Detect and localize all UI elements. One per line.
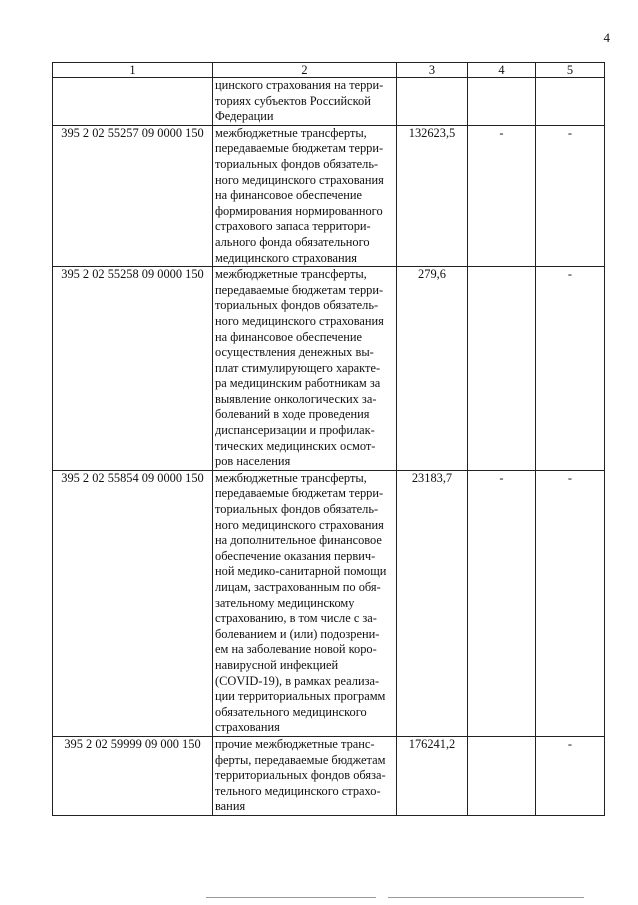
table-body: [53, 63, 605, 816]
revenue-name-line: межбюджетные трансферты,: [215, 125, 367, 140]
footer-divider: [388, 897, 584, 898]
amount-cell: 132623,5: [397, 125, 468, 266]
revenue-name-line: зательному медицинскому: [215, 595, 355, 610]
revenue-name-line: ного медицинского страхования: [215, 313, 384, 328]
column-4-cell: [468, 78, 536, 126]
column-header: 3: [397, 63, 468, 78]
revenue-name-line: на финансовое обеспечение: [215, 329, 363, 344]
revenue-name-line: ториальных фондов обязатель-: [215, 298, 379, 313]
revenue-name-cell: [213, 78, 397, 126]
revenue-name-line: ного медицинского страхования: [215, 517, 384, 532]
column-5-cell: -: [536, 736, 605, 815]
revenue-name-line: страхового запаса территори-: [215, 219, 371, 234]
revenue-name-line: лицам, застрахованным по обя-: [215, 580, 381, 594]
revenue-name-line: ем на заболевание новой коро-: [215, 642, 377, 657]
revenue-name-line: ториальных фондов обязатель-: [215, 502, 379, 517]
table-row: [53, 78, 605, 126]
column-header: 4: [468, 63, 536, 78]
revenue-name-line: (COVID-19), в рамках реализа-: [215, 673, 380, 688]
revenue-name-cell: [213, 267, 397, 471]
revenue-name-line: межбюджетные трансферты,: [215, 470, 367, 485]
revenue-name-line: ного медицинского страхования: [215, 172, 384, 187]
column-header: 5: [536, 63, 605, 78]
revenue-name-line: ной медико-санитарной помощи: [215, 564, 387, 579]
revenue-name-line: Федерации: [215, 109, 274, 124]
page-number: 4: [603, 30, 610, 45]
table-row: [53, 125, 605, 266]
column-4-cell: -: [468, 125, 536, 266]
revenue-name-line: на финансовое обеспечение: [215, 188, 363, 203]
column-4-cell: -: [468, 470, 536, 736]
column-4-cell: [468, 267, 536, 471]
amount-cell: 23183,7: [397, 470, 468, 736]
revenue-name-line: тических медицинских осмот-: [215, 438, 376, 453]
table-row: [53, 736, 605, 815]
budget-code-cell: 395 2 02 55257 09 0000 150: [53, 125, 213, 266]
revenue-name-cell: [213, 470, 397, 736]
revenue-name-line: болеванием и (или) подозрени-: [215, 626, 380, 641]
column-5-cell: -: [536, 267, 605, 471]
revenue-name-line: на дополнительное финансовое: [215, 533, 382, 548]
revenue-name-cell: [213, 736, 397, 815]
budget-code-cell: 395 2 02 55854 09 0000 150: [53, 470, 213, 736]
revenue-name-line: диспансеризации и профилак-: [215, 423, 375, 438]
revenue-name-line: передаваемые бюджетам терри-: [215, 486, 384, 501]
column-5-cell: -: [536, 125, 605, 266]
revenue-name-line: ции территориальных программ: [215, 689, 386, 704]
revenue-name-line: медицинского страхования: [215, 250, 357, 265]
table-row: [53, 267, 605, 471]
budget-table: [52, 62, 605, 816]
revenue-name-line: ального фонда обязательного: [215, 234, 370, 249]
table-row: [53, 470, 605, 736]
revenue-name-line: ферты, передаваемые бюджетам: [215, 752, 386, 767]
revenue-name-line: формирования нормированного: [215, 203, 383, 218]
revenue-name-line: прочие межбюджетные транс-: [215, 736, 375, 751]
revenue-name-line: ториальных фондов обязатель-: [215, 156, 379, 171]
revenue-name-cell: [213, 125, 397, 266]
budget-code-cell: 395 2 02 59999 09 000 150: [53, 736, 213, 815]
revenue-name-line: плат стимулирующего характе-: [215, 360, 381, 375]
budget-code-cell: 395 2 02 55258 09 0000 150: [53, 267, 213, 471]
column-4-cell: [468, 736, 536, 815]
budget-code-cell: [53, 78, 213, 126]
column-5-cell: [536, 78, 605, 126]
revenue-name-line: передаваемые бюджетам терри-: [215, 141, 384, 156]
amount-cell: [397, 78, 468, 126]
revenue-name-line: болеваний в ходе проведения: [215, 407, 370, 422]
revenue-name-line: обеспечение оказания первич-: [215, 548, 376, 563]
revenue-name-line: осуществления денежных вы-: [215, 345, 374, 360]
revenue-name-line: цинского страхования на терри-: [215, 78, 384, 92]
revenue-name-line: вания: [215, 799, 246, 814]
revenue-name-line: ториях субъектов Российской: [215, 93, 371, 108]
revenue-name-line: передаваемые бюджетам терри-: [215, 282, 384, 297]
revenue-name-line: обязательного медицинского: [215, 704, 367, 719]
column-5-cell: -: [536, 470, 605, 736]
footer-divider: [206, 897, 376, 898]
column-header: 2: [213, 63, 397, 78]
amount-cell: 279,6: [397, 267, 468, 471]
revenue-name-line: территориальных фондов обяза-: [215, 768, 386, 783]
amount-cell: 176241,2: [397, 736, 468, 815]
revenue-name-line: страхования: [215, 720, 280, 735]
table-header-row: [53, 63, 605, 78]
revenue-name-line: тельного медицинского страхо-: [215, 783, 381, 798]
revenue-name-line: ров населения: [215, 454, 291, 469]
revenue-name-line: выявление онкологических за-: [215, 391, 377, 406]
revenue-name-line: страхованию, в том числе с за-: [215, 611, 377, 626]
revenue-name-line: навирусной инфекцией: [215, 657, 339, 672]
column-header: 1: [53, 63, 213, 78]
revenue-name-line: ра медицинским работникам за: [215, 376, 381, 391]
revenue-name-line: межбюджетные трансферты,: [215, 267, 367, 282]
